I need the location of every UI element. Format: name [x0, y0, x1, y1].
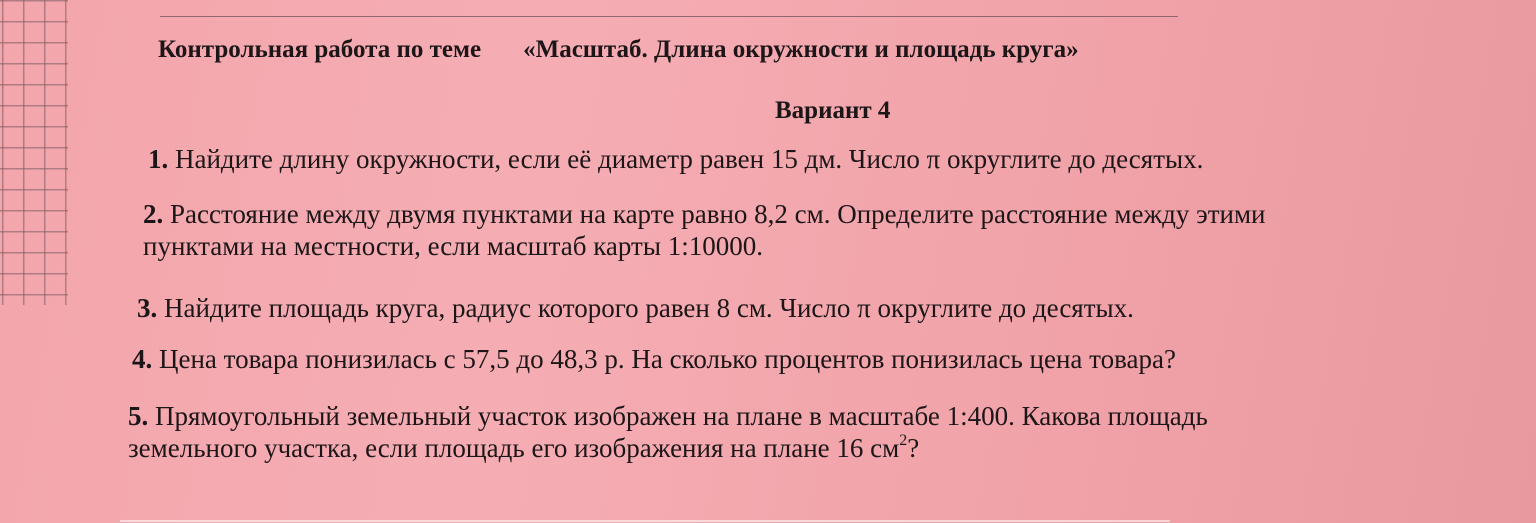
task-number: 5. — [128, 401, 149, 431]
task-text: Цена товара понизилась с 57,5 до 48,3 р. На сколько процентов понизилась цена товара? — [159, 344, 1176, 374]
task-text: Прямоугольный земельный участок изображен на плане в масштабе 1:400. Какова площадь — [155, 401, 1208, 431]
task-5 — [128, 400, 1208, 464]
task-1 — [148, 143, 1203, 175]
task-2 — [143, 198, 1266, 262]
task-4 — [132, 343, 1176, 375]
task-number: 2. — [143, 199, 164, 229]
title-topic: «Масштаб. Длина окружности и площадь круга» — [523, 36, 1079, 63]
task-text: Найдите длину окружности, если её диаметр равен 15 дм. Число π округлите до десятых. — [175, 144, 1204, 174]
task-3 — [137, 292, 1134, 324]
task-text: Найдите площадь круга, радиус которого равен 8 см. Число π округлите до десятых. — [164, 293, 1134, 323]
task-text: Расстояние между двумя пунктами на карте равно 8,2 см. Определите расстояние между этими — [170, 199, 1266, 229]
variant-label: Вариант 4 — [775, 97, 891, 124]
test-title — [158, 36, 1079, 64]
task-text-continued: земельного участка, если площадь его изображения на плане 16 $см^2$? — [128, 432, 920, 463]
task-text-continued: пунктами на местности, если масштаб карты 1:10000. — [143, 231, 763, 261]
task-number: 3. — [137, 293, 158, 323]
paper-edge-line — [120, 520, 1170, 522]
top-rule-line — [160, 16, 1178, 17]
square-exponent: 2 — [899, 432, 908, 449]
task-number: 4. — [132, 344, 153, 374]
title-topic-prefix: Контрольная работа по теме — [158, 36, 482, 63]
graph-paper-grid — [0, 0, 68, 305]
task-number: 1. — [148, 144, 169, 174]
